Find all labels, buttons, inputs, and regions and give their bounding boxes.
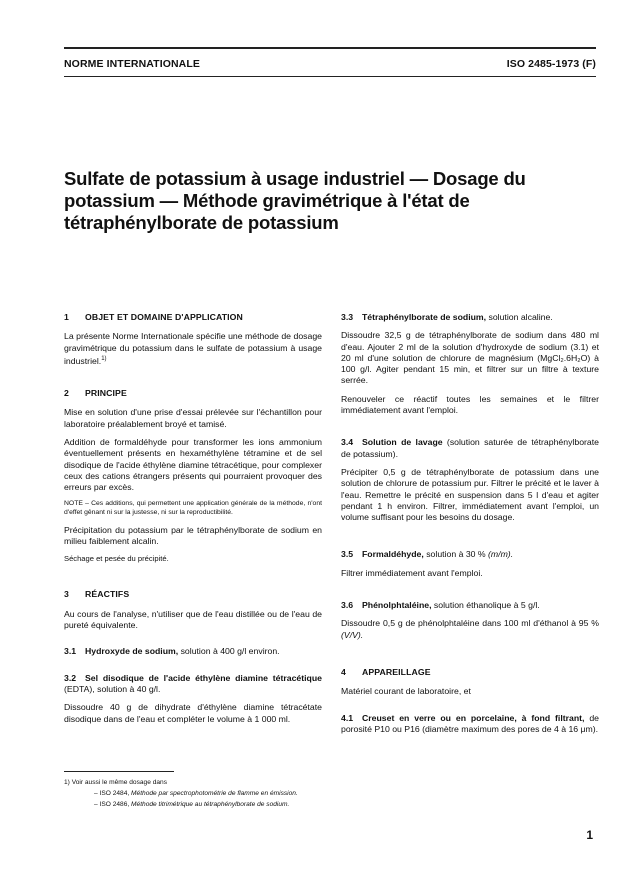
paragraph: Dissoudre 0,5 g de phénolphtaléine dans 100 ml d'éthanol à 95 % (V/V). <box>341 618 599 640</box>
reagent-heading: 3.1 Hydroxyde de sodium, solution à 400 g/l environ. <box>64 646 280 657</box>
footnote-item: – ISO 2486, Méthode titrimétrique au tétraphénylborate de sodium. <box>94 801 290 808</box>
note: NOTE – Ces additions, qui permettent une application générale de la méthode, n'ont d'effet gênant ni sur la justesse, ni sur la reproductibilité. <box>64 500 322 517</box>
document-title: Sulfate de potassium à usage industriel — Dosage du potassium — Méthode gravimétrique à l'état de tétraphénylborate de potassium <box>64 168 526 233</box>
paragraph: Matériel courant de laboratoire, et <box>341 686 471 697</box>
header-standard-number: ISO 2485-1973 (F) <box>506 58 596 70</box>
footnotes <box>64 777 584 810</box>
footnote-item: 1) Voir aussi le même dosage dans <box>64 779 167 786</box>
reagent-heading: 3.5 Formaldéhyde, solution à 30 % (m/m). <box>341 549 514 560</box>
paragraph: La présente Norme Internationale spécifie une méthode de dosage gravimétrique du potassium dans le sulfate de potassium à usage industriel.$^{1)}$ <box>64 331 322 366</box>
header-rule-top <box>64 47 596 49</box>
paragraph: Précipiter 0,5 g de tétraphénylborate de potassium dans une solution de chlorure de potassium pur. Filtrer le précité et le laver à l'eau. Remettre le précité en suspension dans 5 l d'eau et agiter pendant 1 h environ. Filtrer, immédiatement avant l'emploi, un volume suffisant pour les besoins du dosage. <box>341 466 599 523</box>
paragraph: Renouveler ce réactif toutes les semaines et le filtrer immédiatement avant l'emploi. <box>341 393 599 416</box>
footnote-reference: 1) <box>101 355 107 362</box>
paragraph: Au cours de l'analyse, n'utiliser que de l'eau distillée ou de l'eau de pureté équivalente. <box>64 608 322 631</box>
section-heading: 1 OBJET ET DOMAINE D'APPLICATION <box>64 312 243 322</box>
paragraph: Dissoudre 32,5 g de tétraphénylborate de sodium dans 480 ml d'eau. Ajouter 2 ml de la solution d'hydroxyde de sodium (3.1) et 20 ml d'une solution de chlorure de magnésium (MgCl₂.6H₂O) à 100 g/l. Agiter pendant 15 min, et filtrer sur un filtre à texture serrée. <box>341 330 599 386</box>
left-column <box>64 312 322 732</box>
section-heading: 2 PRINCIPE <box>64 388 127 399</box>
paragraph: Séchage et pesée du précipité. <box>64 553 169 563</box>
right-column <box>341 312 599 742</box>
reagent-heading: 3.3 Tétraphénylborate de sodium, solution alcaline. <box>341 312 553 322</box>
paragraph: Filtrer immédiatement avant l'emploi. <box>341 567 483 578</box>
reagent-heading: 3.4 Solution de lavage (solution saturée de tétraphénylborate de potassium). <box>341 437 599 459</box>
section-heading: 4 APPAREILLAGE <box>341 666 431 677</box>
header-standard-label: NORME INTERNATIONALE <box>64 58 200 70</box>
section-heading: 3 RÉACTIFS <box>64 589 130 600</box>
footnote-rule <box>64 771 174 772</box>
paragraph: Précipitation du potassium par le tétraphénylborate de sodium en milieu faiblement alcalin. <box>64 525 322 547</box>
page-number: 1 <box>586 828 593 842</box>
apparatus-heading: 4.1 Creuset en verre ou en porcelaine, à fond filtrant, de porosité P10 ou P16 (diamètre maximum des pores de 4 à 16 μm). <box>341 712 599 734</box>
paragraph: Dissoudre 40 g de dihydrate d'éthylène diamine tétracétate disodique dans de l'eau et compléter le volume à 1 000 ml. <box>64 702 322 724</box>
header-rule-bottom <box>64 76 596 77</box>
reagent-heading: 3.6 Phénolphtaléine, solution éthanolique à 5 g/l. <box>341 600 540 611</box>
paragraph: Addition de formaldéhyde pour transformer les ions ammonium éventuellement présents en hexaméthylène tétramine et de sel disodique de l'acide éthylène diamine tétracétique, pour complexer ceux des cations étrangers présents qui pourraient provoquer des erreurs par excès. <box>64 436 322 493</box>
footnote-item: – ISO 2484, Méthode par spectrophotométrie de flamme en émission. <box>94 790 298 797</box>
reagent-heading: 3.2 Sel disodique de l'acide éthylène diamine tétracétique (EDTA), solution à 40 g/l. <box>64 672 322 694</box>
paragraph: Mise en solution d'une prise d'essai prélevée sur l'échantillon pour laboratoire préalablement broyé et tamisé. <box>64 407 322 429</box>
